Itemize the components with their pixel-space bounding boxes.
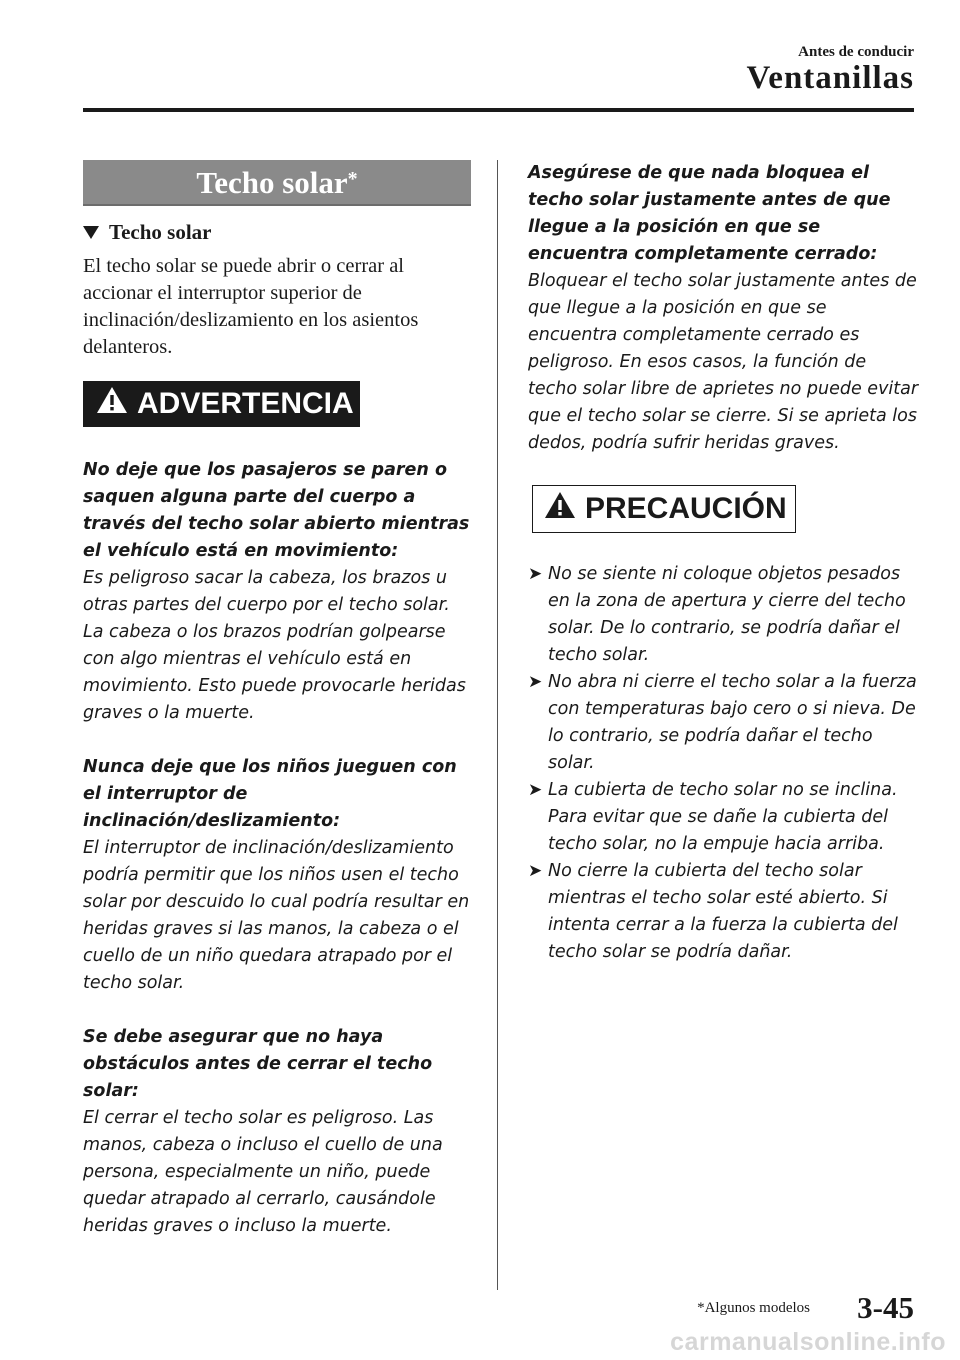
warning-text: El cerrar el techo solar es peligroso. Las manos, cabeza o incluso el cuello de una persona, especialmente un niño, puede quedar atrapado al cerrarlo, causándole heridas graves o incluso la muerte. xyxy=(83,1108,443,1236)
chapter-title: Antes de conducir xyxy=(798,44,914,60)
caution-text: No cierre la cubierta del techo solar mientras el techo solar esté abierto. Si intenta cerrar a la fuerza la cubierta del techo solar se podría dañar. xyxy=(548,861,898,962)
header-rule xyxy=(83,108,914,112)
intro-paragraph: El techo solar se puede abrir o cerrar al accionar el interruptor superior de inclinación/deslizamiento en los asientos delanteros. xyxy=(83,255,419,358)
watermark: carmanualsonline.info xyxy=(670,1328,946,1356)
warning-triangle-icon xyxy=(95,385,129,423)
warning-label-box xyxy=(83,381,360,427)
warning-text: Bloquear el techo solar justamente antes de que llegue a la posición en que se encuentra completamente cerrado es peligroso. En esos casos, la función de techo solar libre de aprietes no puede evitar que el techo solar se cierre. Si se aprieta los dedos, podría sufrir heridas graves. xyxy=(528,271,919,453)
warning-block xyxy=(83,1024,473,1240)
caution-list xyxy=(528,561,920,966)
caution-item xyxy=(528,669,920,777)
caution-label-wrap xyxy=(532,485,920,533)
arrow-bullet-icon: ➤ xyxy=(528,564,543,584)
topic-title: Techo solar xyxy=(196,165,348,200)
warning-block xyxy=(528,160,920,457)
arrow-bullet-icon: ➤ xyxy=(528,780,543,800)
warning-text: El interruptor de inclinación/deslizamiento podría permitir que los niños usen el techo solar por descuido lo cual podría resultar en heridas graves si las manos, la cabeza o el cuello de un niño quedara atrapado por el techo solar. xyxy=(83,838,470,993)
arrow-bullet-icon: ➤ xyxy=(528,672,543,692)
triangle-down-icon xyxy=(83,226,99,239)
warning-block xyxy=(83,457,473,727)
warning-label: ADVERTENCIA xyxy=(137,387,354,420)
left-column xyxy=(83,160,473,1240)
arrow-bullet-icon: ➤ xyxy=(528,861,543,881)
caution-label-box xyxy=(532,485,796,533)
warning-heading: Nunca deje que los niños jueguen con el interruptor de inclinación/deslizamiento: xyxy=(83,757,457,831)
caution-triangle-icon xyxy=(543,490,577,528)
right-column xyxy=(528,160,920,966)
warning-heading: Se debe asegurar que no haya obstáculos antes de cerrar el techo solar: xyxy=(83,1027,433,1101)
warning-text: Es peligroso sacar la cabeza, los brazos u otras partes del cuerpo por el techo solar. La cabeza o los brazos podrían golpearse con algo mientras el vehículo está en movimiento. Esto puede provocarle heridas graves o la muerte. xyxy=(83,568,466,723)
subheading xyxy=(83,220,473,245)
column-divider xyxy=(497,160,498,1290)
caution-label: PRECAUCIÓN xyxy=(585,492,787,525)
caution-text: No abra ni cierre el techo solar a la fuerza con temperaturas bajo cero o si nieva. De lo contrario, se podría dañar el techo solar. xyxy=(548,672,917,773)
caution-text: No se siente ni coloque objetos pesados en la zona de apertura y cierre del techo solar. De lo contrario, se podría dañar el techo solar. xyxy=(548,564,906,665)
page-number: 3-45 xyxy=(857,1290,914,1325)
subheading-text: Techo solar xyxy=(109,220,212,244)
caution-item xyxy=(528,858,920,966)
section-title: Ventanillas xyxy=(746,60,914,96)
warning-block xyxy=(83,754,473,997)
warning-heading: No deje que los pasajeros se paren o saquen alguna parte del cuerpo a través del techo solar abierto mientras el vehículo está en movimiento: xyxy=(83,460,470,561)
caution-text: La cubierta de techo solar no se inclina. Para evitar que se dañe la cubierta del techo solar, no la empuje hacia arriba. xyxy=(548,780,898,854)
topic-title-bar xyxy=(83,160,471,206)
warning-heading: Asegúrese de que nada bloquea el techo solar justamente antes de que llegue a la posición en que se encuentra completamente cerrado: xyxy=(528,163,891,264)
models-footnote-mark: * xyxy=(347,167,358,190)
caution-item xyxy=(528,561,920,669)
footnote: *Algunos modelos xyxy=(697,1300,810,1316)
caution-item xyxy=(528,777,920,858)
